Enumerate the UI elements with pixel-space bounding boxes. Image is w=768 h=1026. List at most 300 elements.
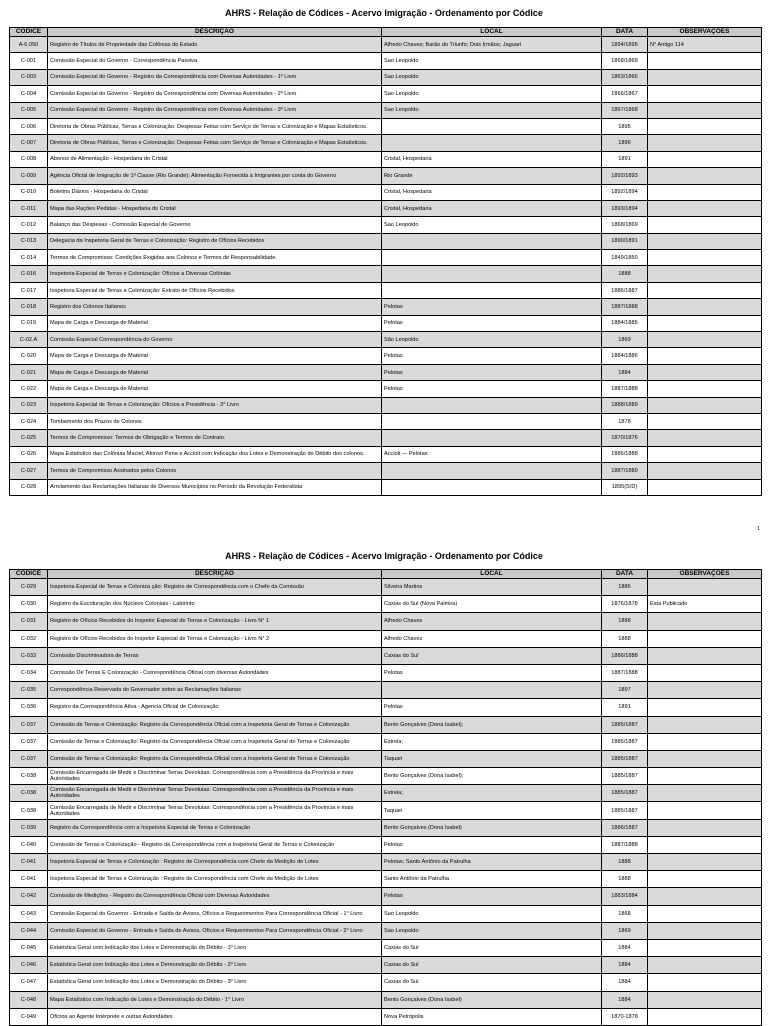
col-header-descricao: DESCRIÇÃO [48,570,382,579]
cell-local: Sao Leopoldo [382,69,602,85]
cell-observacoes [648,168,762,184]
cell-observacoes [648,102,762,118]
cell-descricao: Comissão Especial do Governo - Correspondência Passiva [48,53,382,69]
cell-descricao: Comissão Especial Correspondência do Governo [48,332,382,348]
cell-local: Pelotas [382,364,602,380]
table-row [10,381,762,397]
table-row [10,768,762,785]
table-row [10,802,762,819]
cell-observacoes [648,819,762,836]
cell-observacoes [648,69,762,85]
cell-observacoes [648,733,762,750]
cell-descricao: Mapa de Carga e Descarga de Material [48,381,382,397]
cell-codice: C-022 [10,381,48,397]
table-row [10,479,762,495]
cell-codice: C-044 [10,922,48,939]
table-row [10,630,762,647]
cell-codice: A-6.050 [10,37,48,53]
cell-local: Cristal, Hospedaria [382,184,602,200]
cell-local: Bento Gonçalves (Dona Isabel); [382,716,602,733]
table-row [10,200,762,216]
cell-observacoes [648,664,762,681]
cell-codice: C-032 [10,630,48,647]
cell-local: Sao Leopoldo [382,905,602,922]
cell-codice: C-037 [10,733,48,750]
cell-codice: C-031 [10,613,48,630]
cell-local [382,682,602,699]
cell-observacoes [648,854,762,871]
col-header-local: LOCAL [382,570,602,579]
cell-local: Pelotas [382,381,602,397]
table-row [10,750,762,767]
cell-observacoes [648,682,762,699]
cell-codice: C-021 [10,364,48,380]
cell-descricao: Comissão Especial do Governo - Registro da Correspondência com Diversas Autoridades - 2º Livro [48,86,382,102]
cell-data: 1884 [602,957,648,974]
cell-codice: C-028 [10,479,48,495]
cell-observacoes [648,118,762,134]
cell-codice: C-001 [10,53,48,69]
cell-local: Sao Leopoldo [382,86,602,102]
cell-codice: C-033 [10,647,48,664]
cell-codice: C-043 [10,905,48,922]
codices-table-page-2 [9,569,762,1026]
cell-data: 1886/1888 [602,647,648,664]
cell-local [382,463,602,479]
cell-observacoes [648,200,762,216]
table-row [10,716,762,733]
cell-observacoes [648,991,762,1008]
cell-local: Estrela; [382,733,602,750]
cell-descricao: Mapa de Carga e Descarga de Material [48,364,382,380]
cell-observacoes [648,802,762,819]
cell-observacoes [648,871,762,888]
cell-observacoes [648,266,762,282]
table-row [10,413,762,429]
cell-observacoes [648,381,762,397]
table-row [10,233,762,249]
cell-data: 1868/1869 [602,217,648,233]
table-row [10,647,762,664]
cell-descricao: Ofícios ao Agente Intérprete e outras Autoridades [48,1008,382,1025]
cell-codice: C-041 [10,871,48,888]
cell-data: 1878 [602,413,648,429]
cell-codice: C-016 [10,266,48,282]
cell-descricao: Estatística Geral com Indicação dos Lotes e Demonstração do Débito - 1º Livro [48,939,382,956]
cell-data: 1896 [602,135,648,151]
cell-observacoes [648,1008,762,1025]
cell-data: 1868 [602,905,648,922]
table-row [10,184,762,200]
cell-data: 1887/1888 [602,836,648,853]
cell-local: Pelotas [382,315,602,331]
cell-descricao: Comissão Encarregada de Medir e Discriminar Terras Devolutas: Correspondência com a Presidência da Província e mais Autoridades [48,802,382,819]
page-number: 1 [756,526,760,532]
cell-codice: C-004 [10,86,48,102]
table-row [10,37,762,53]
cell-descricao: Comissão de Terras e Colonização: Registro da Correspondência Oficial com a Inspetoria Geral de Terras e Colonização [48,733,382,750]
cell-data: 1868/1869 [602,53,648,69]
cell-data: 1886/1887 [602,819,648,836]
cell-local: Pelotas [382,836,602,853]
cell-data: 1888 [602,871,648,888]
cell-data: 1884 [602,991,648,1008]
cell-descricao: Comissão Especial do Governo - Registro da Correspondência com Diversas Autoridades - 3º Livro [48,102,382,118]
cell-descricao: Balanço das Despesas - Comissão Especial de Governo [48,217,382,233]
cell-descricao: Registro dos Colonos Italianos [48,299,382,315]
cell-observacoes [648,939,762,956]
col-header-codice: CÓDICE [10,28,48,37]
cell-codice: C-024 [10,413,48,429]
table-row [10,250,762,266]
table-row [10,315,762,331]
cell-observacoes [648,957,762,974]
cell-local: Taquari [382,802,602,819]
cell-observacoes [648,348,762,364]
cell-descricao: Comissão Discriminadora de Terras [48,647,382,664]
cell-codice: C-049 [10,1008,48,1025]
cell-local [382,430,602,446]
cell-descricao: Diretoria de Obras Públicas, Terras e Colonização: Despesas Feitas com Serviço de Terras e Colonização e Mapas Estatísticos. [48,135,382,151]
codices-table-page-1 [9,27,762,496]
cell-data: 1888 [602,630,648,647]
cell-data: 1888 [602,613,648,630]
table-row [10,871,762,888]
cell-local [382,479,602,495]
cell-data: 1888/1889 [602,397,648,413]
cell-local: Accioli — Pelotas [382,446,602,462]
cell-codice: C-041 [10,854,48,871]
cell-descricao: Comissão Especial do Governo - Registro da Correspondência com Diversas Autoridades - 1º Livro [48,69,382,85]
cell-data: 1849/1850 [602,250,648,266]
cell-data: 1886/1888 [602,446,648,462]
cell-descricao: Registro de Títulos de Propriedade das Colônias do Estado [48,37,382,53]
cell-data: 1897 [602,682,648,699]
table-row [10,854,762,871]
cell-codice: C-014 [10,250,48,266]
cell-observacoes [648,364,762,380]
cell-codice: C-007 [10,135,48,151]
cell-codice: C-046 [10,957,48,974]
cell-data: 1895 [602,118,648,134]
cell-codice: C-048 [10,991,48,1008]
table-row [10,957,762,974]
table-row [10,217,762,233]
cell-local: Caxias do Sul [382,647,602,664]
table-row [10,102,762,118]
cell-data: 1888 [602,266,648,282]
cell-local [382,233,602,249]
table-row [10,836,762,853]
cell-descricao: Arrolamento das Reclamações Italianas de Diversos Municípios no Período da Revolução Federalista [48,479,382,495]
cell-codice: C-018 [10,299,48,315]
cell-data: 1887/1889 [602,463,648,479]
cell-local [382,135,602,151]
cell-codice: C-034 [10,664,48,681]
cell-codice: C-023 [10,397,48,413]
cell-observacoes [648,446,762,462]
cell-descricao: Comissão de Medições - Registro da Correspondência Oficial com Diversas Autoridades [48,888,382,905]
col-header-observacoes: OBSERVAÇÕES [648,28,762,37]
cell-codice: C-005 [10,102,48,118]
cell-observacoes [648,974,762,991]
cell-data: 1885/1887 [602,802,648,819]
cell-observacoes [648,184,762,200]
col-header-codice: CÓDICE [10,570,48,579]
cell-codice: C-020 [10,348,48,364]
cell-data: 1885/1887 [602,716,648,733]
cell-local: Bento Gonçalves (Dona Isabel) [382,819,602,836]
cell-local: Silveira Martins [382,579,602,596]
cell-descricao: Registro de Ofícios Recebidos do Inspetor Especial de Terras e Colonização - Livro N° 2 [48,630,382,647]
cell-observacoes [648,53,762,69]
table-row [10,348,762,364]
cell-data: 1884 [602,364,648,380]
cell-descricao: Inspetoria Especial de Terras e Colonização: Ofícios a Presidência - 3° Livro [48,397,382,413]
cell-local [382,397,602,413]
cell-descricao: Mapa de Carga e Descarga de Material [48,348,382,364]
cell-descricao: Comissão de Terras e Colonização - Registro da Correspondência com a Inspetoria Geral de Terras e Colonização [48,836,382,853]
cell-descricao: Diretoria de Obras Públicas, Terras e Colonização: Despesas Feitas com Serviço de Terras e Colonização e Mapas Estatísticos. [48,118,382,134]
cell-descricao: Registro da Escrituração dos Núcleos Coloniais - Labirinto [48,596,382,613]
cell-observacoes [648,332,762,348]
cell-local [382,266,602,282]
cell-descricao: Abonos de Alimentação - Hospedaria do Cristal [48,151,382,167]
cell-data: 1885/1887 [602,750,648,767]
cell-observacoes: N° Antigo 114 [648,37,762,53]
cell-descricao: Comissão Especial do Governo - Entrada e Saída de Avisos, Ofícios e Requerimentos Para Correspondência Oficial - 2° Livro [48,922,382,939]
cell-local: Sao Leopoldo [382,217,602,233]
cell-descricao: Mapa Estatístico com Indicação de Lotes e Demonstração do Débito - 1° Livro [48,991,382,1008]
cell-local: Pelotas [382,699,602,716]
cell-codice: C-039 [10,819,48,836]
cell-codice: C-012 [10,217,48,233]
cell-descricao: Inspetoria Especial de Terras e Colonização : Registro de Correspondência com Chefe da Medição de Lotes [48,871,382,888]
table-row [10,905,762,922]
cell-local: Sao Leopoldo [382,922,602,939]
cell-local: Alfredo Chaves [382,630,602,647]
cell-data: 1870/1876 [602,430,648,446]
cell-data: 1863/1866 [602,69,648,85]
cell-local: Pelotas; Santo Antônio da Patrulha [382,854,602,871]
cell-local: Sao Leopoldo [382,53,602,69]
cell-observacoes [648,299,762,315]
cell-local: Cristal, Hospedaria [382,200,602,216]
cell-data: 1886 [602,579,648,596]
cell-descricao: Registro da Correspondência com a Inspetoria Especial de Terras e Colonização [48,819,382,836]
table-row [10,53,762,69]
cell-data: 1885/1887 [602,785,648,802]
cell-data: 1888 [602,854,648,871]
table-row [10,266,762,282]
table-row [10,299,762,315]
cell-local: Caxias do Sul [382,974,602,991]
table-row [10,819,762,836]
cell-observacoes [648,151,762,167]
header-row [10,28,762,37]
cell-data: 1887/1888 [602,299,648,315]
cell-descricao: Delegacia da Inspetoria Geral de Terras e Colonização: Registro de Ofícios Recebidos [48,233,382,249]
cell-descricao: Termos de Compromisso: Condições Exigidas aos Colonos e Termos de Responsabilidade. [48,250,382,266]
cell-observacoes [648,217,762,233]
cell-observacoes [648,479,762,495]
cell-codice: C-029 [10,579,48,596]
cell-local: Taquari [382,750,602,767]
cell-descricao: Registro da Correspondência Ativa - Agencia Oficial de Colonização [48,699,382,716]
cell-local: Pelotas [382,888,602,905]
cell-data: 1892/1894 [602,184,648,200]
cell-data: 1894/1895 [602,37,648,53]
cell-data: 1885/1887 [602,768,648,785]
cell-local: Caxias do Sul [382,957,602,974]
table-row [10,699,762,716]
cell-descricao: Inspetoria Especial de Terras e Colonização: Extrato de Ofícios Recebidos [48,282,382,298]
cell-data: 1893/1894 [602,200,648,216]
cell-data: 1891 [602,151,648,167]
cell-codice: C-036 [10,699,48,716]
cell-local [382,413,602,429]
cell-descricao: Registro de Ofícios Recebidos do Inspetor Especial de Terras e Colonização - Livro N° 1 [48,613,382,630]
cell-observacoes [648,430,762,446]
cell-codice: C-013 [10,233,48,249]
cell-local [382,250,602,266]
header-row [10,570,762,579]
cell-local: Pelotas [382,348,602,364]
cell-local: Caxias do Sul (Nova Palmira) [382,596,602,613]
cell-local: Alfredo Chaves [382,613,602,630]
cell-descricao: Mapa de Carga e Descarga de Material [48,315,382,331]
cell-codice: C-037 [10,716,48,733]
cell-codice: C-042 [10,888,48,905]
cell-codice: C-030 [10,596,48,613]
cell-observacoes [648,135,762,151]
cell-codice: C-038 [10,785,48,802]
cell-codice: C-02.A [10,332,48,348]
cell-data: 1867/1868 [602,102,648,118]
cell-data: 1891 [602,699,648,716]
cell-local: Bento Gonçalves (Dona Isabel) [382,991,602,1008]
cell-observacoes [648,647,762,664]
cell-local: Nova Petrópolis [382,1008,602,1025]
cell-codice: C-038 [10,768,48,785]
cell-local: Cristal, Hospedaria [382,151,602,167]
cell-descricao: Estatística Geral com Indicação dos Lotes e Demonstração do Débito - 3º Livro [48,974,382,991]
cell-local [382,118,602,134]
table-row [10,579,762,596]
table-row [10,69,762,85]
cell-descricao: Inspetoria Especial de Terras e Colonização: Ofícios a Diversas Colônias [48,266,382,282]
table-row [10,446,762,462]
table-row [10,463,762,479]
cell-codice: C-035 [10,682,48,699]
cell-codice: C-038 [10,802,48,819]
cell-descricao: Comissão Encarregada de Medir e Discriminar Terras Devolutas: Correspondência com a Presidência da Província e mais Autoridades [48,785,382,802]
table-row [10,151,762,167]
cell-local: São Leopoldo [382,332,602,348]
cell-local: Alfredo Chaves; Barão do Triunfo; Dois Irmãos; Jaguari [382,37,602,53]
cell-descricao: Estatística Geral com Indicação dos Lotes e Demonstração do Débito - 2º Livro [48,957,382,974]
cell-data: 1876/1878 [602,596,648,613]
cell-descricao: Termos de Compromisso Assinados pelos Colonos [48,463,382,479]
col-header-observacoes: OBSERVAÇÕES [648,570,762,579]
cell-local: Estrela; [382,785,602,802]
table-row [10,974,762,991]
table-row [10,282,762,298]
cell-observacoes [648,613,762,630]
cell-local: Caxias do Sul [382,939,602,956]
table-row [10,733,762,750]
cell-data: 1887/1888 [602,664,648,681]
cell-observacoes [648,86,762,102]
cell-observacoes [648,413,762,429]
cell-descricao: Comissão de Terras e Colonização: Registro da Correspondência Oficial com a Inspetoria Geral de Terras e Colonização [48,716,382,733]
cell-observacoes [648,768,762,785]
table-row [10,168,762,184]
cell-codice: C-045 [10,939,48,956]
cell-codice: C-019 [10,315,48,331]
cell-local: Sao Leopoldo [382,102,602,118]
cell-observacoes [648,836,762,853]
cell-observacoes [648,579,762,596]
cell-descricao: Mapa das Rações Pedidas - Hospedaria do Cristal [48,200,382,216]
cell-local: Rio Grande [382,168,602,184]
cell-local [382,282,602,298]
cell-observacoes [648,699,762,716]
cell-data: 1869 [602,332,648,348]
table-row [10,397,762,413]
table-row [10,364,762,380]
cell-observacoes [648,750,762,767]
cell-data: 1892/1893 [602,168,648,184]
cell-data: 1886/1887 [602,282,648,298]
cell-observacoes [648,315,762,331]
cell-codice: C-008 [10,151,48,167]
col-header-data: DATA [602,28,648,37]
cell-data: 1884 [602,939,648,956]
table-row [10,922,762,939]
table-row [10,682,762,699]
table-row [10,888,762,905]
cell-descricao: Tombamento dos Prazos de Colonos [48,413,382,429]
cell-local: Santo Antônio da Patrulha [382,871,602,888]
cell-descricao: Termos de Compromisso: Termos de Obrigação e Termos de Contrato. [48,430,382,446]
cell-codice: C-027 [10,463,48,479]
cell-data: 1870-1878 [602,1008,648,1025]
cell-codice: C-047 [10,974,48,991]
cell-data: 1895(S/D) [602,479,648,495]
cell-descricao: Boletins Diários - Hospedaria do Cristal [48,184,382,200]
cell-observacoes [648,397,762,413]
table-row [10,430,762,446]
cell-observacoes [648,905,762,922]
cell-observacoes [648,922,762,939]
cell-observacoes [648,282,762,298]
cell-data: 1890/1891 [602,233,648,249]
cell-local: Pelotas [382,664,602,681]
cell-observacoes [648,463,762,479]
cell-observacoes: Esta Publicado [648,596,762,613]
cell-data: 1884 [602,974,648,991]
table-row [10,118,762,134]
table-row [10,664,762,681]
cell-descricao: Inspetoria Especial de Terras e Colonização : Registro de Correspondência com Chefe da Medição de Lotes [48,854,382,871]
cell-codice: C-017 [10,282,48,298]
cell-descricao: Comissão de Terras e Colonização: Registro da Correspondência Oficial com a Inspetoria Geral de Terras e Colonização [48,750,382,767]
table-row [10,939,762,956]
cell-data: 1887/1888 [602,381,648,397]
cell-codice: C-040 [10,836,48,853]
cell-descricao: Mapa Estatístico das Colônias Maciel, Afonso Pena e Accioli com Indicação dos Lotes e Demonstração do Débito dos colonos. [48,446,382,462]
